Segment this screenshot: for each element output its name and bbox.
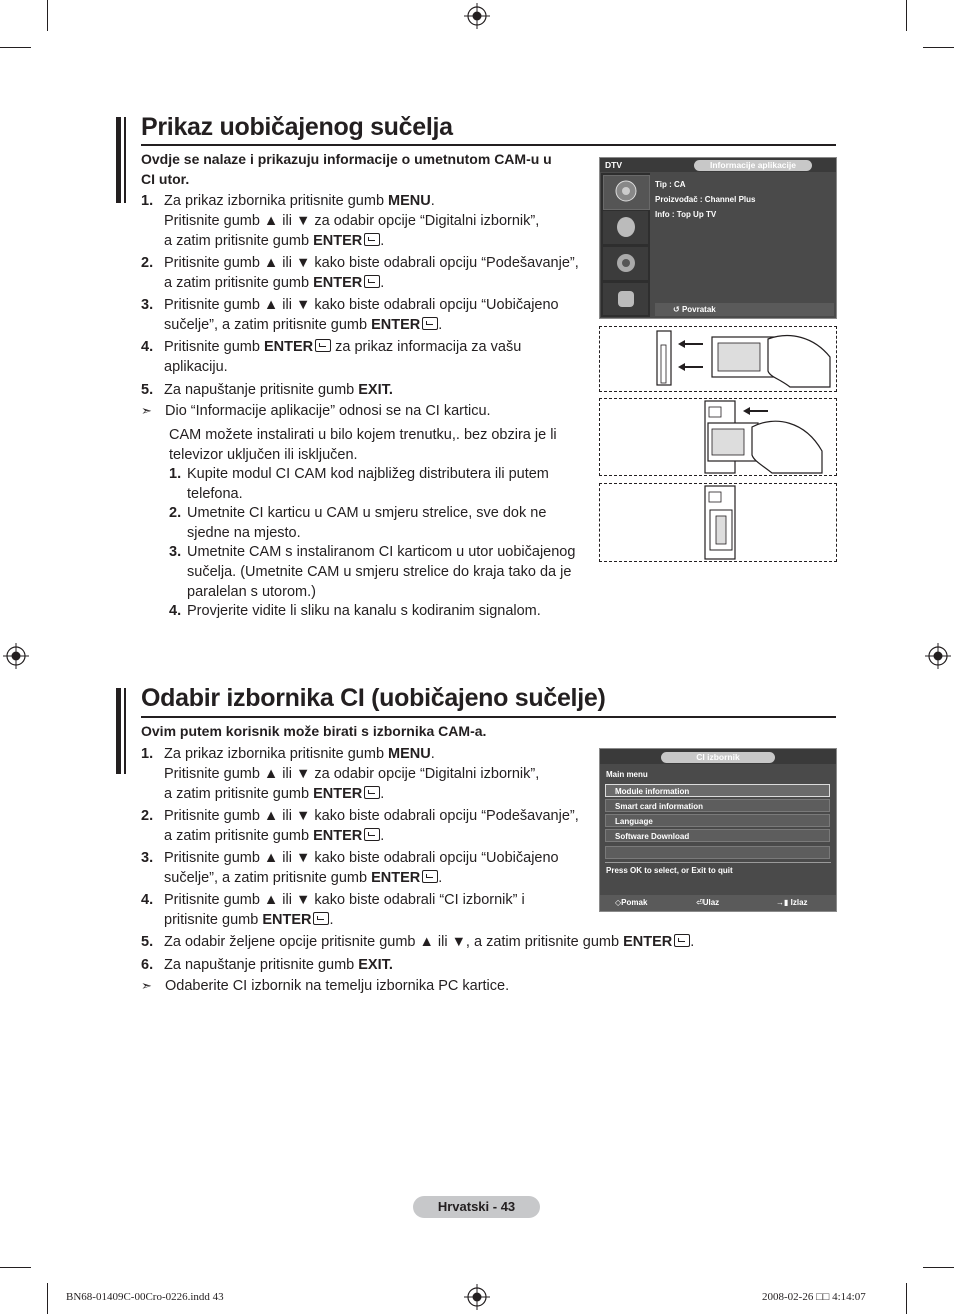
section-rule	[141, 716, 836, 718]
date-slug: 2008-02-26 □□ 4:14:07	[762, 1291, 866, 1303]
section-title: Prikaz uobičajenog sučelja	[141, 113, 453, 141]
gear-icon	[613, 250, 639, 276]
page-number-badge: Hrvatski - 43	[413, 1196, 540, 1218]
enter-icon	[315, 339, 331, 352]
section-bar	[116, 117, 121, 203]
instruction-step: 6. Za napuštanje pritisnite gumb EXIT.	[141, 957, 393, 973]
info-manufacturer: Proizvođač : Channel Plus	[655, 195, 756, 204]
menu-item-module-information[interactable]: Module information	[605, 784, 830, 797]
section-rule	[141, 144, 836, 146]
enter-icon	[364, 786, 380, 799]
instruction-step: 5. Za odabir željene opcije pritisnite gumb ▲ ili ▼, a zatim pritisnite gumb ENTER .	[141, 934, 695, 950]
crop-mark	[47, 1283, 48, 1314]
footer-move: ◇Pomak	[615, 898, 648, 907]
illustration-cam-inserted	[599, 483, 837, 562]
enter-icon	[422, 870, 438, 883]
substep: 3. Umetnite CAM s instaliranom CI karticom u utor uobičajenog sučelja. (Umetnite CAM u smjeru strelice do kraja tako da je paralelan s utorom.)	[169, 544, 576, 600]
section-intro: Ovdje se nalaze i prikazuju informacije o umetnutom CAM-u u CI utor.	[141, 151, 552, 187]
enter-icon	[364, 828, 380, 841]
osd-hint: Press OK to select, or Exit to quit	[606, 866, 733, 875]
crop-mark	[923, 1267, 954, 1268]
crop-mark	[906, 1283, 907, 1314]
cam-slot-illustration	[600, 399, 836, 475]
section-bar	[116, 688, 121, 774]
substep: 2. Umetnite CI karticu u CAM u smjeru strelice, sve dok ne sjedne na mjesto.	[169, 505, 547, 541]
menu-item-smart-card-information[interactable]: Smart card information	[605, 799, 830, 812]
footer-enter: ⏎Ulaz	[696, 898, 720, 907]
main-menu-label: Main menu	[606, 770, 648, 779]
osd-icon-column	[601, 173, 650, 317]
instruction-step: 1. Za prikaz izbornika pritisnite gumb MENU. Pritisnite gumb ▲ ili ▼ za odabir opcije “Digitalni izbornik”, a zatim pritisnite gumb ENTER .	[141, 746, 540, 802]
menu-item-empty	[605, 846, 830, 859]
note: ➣ Dio “Informacije aplikacije” odnosi se na CI karticu.	[141, 403, 491, 419]
section-bar	[124, 688, 126, 774]
substep: 4. Provjerite vidite li sliku na kanalu s kodiranim signalom.	[169, 603, 541, 619]
instruction-step: 3. Pritisnite gumb ▲ ili ▼ kako biste odabrali opciju “Uobičajeno sučelje”, a zatim pritisnite gumb ENTER .	[141, 850, 559, 886]
file-slug: BN68-01409C-00Cro-0226.indd 43	[66, 1291, 224, 1303]
tv-osd-ci-menu	[599, 748, 837, 912]
input-icon	[613, 286, 639, 312]
enter-icon	[364, 275, 380, 288]
info-type: Tip : CA	[655, 180, 686, 189]
instruction-step: 1. Za prikaz izbornika pritisnite gumb MENU. Pritisnite gumb ▲ ili ▼ za odabir opcije “Digitalni izbornik”, a zatim pritisnite gumb ENTER .	[141, 193, 540, 249]
osd-header: Informacije aplikacije	[694, 160, 812, 171]
instruction-step: 2. Pritisnite gumb ▲ ili ▼ kako biste odabrali opciju “Podešavanje”, a zatim pritisnite gumb ENTER .	[141, 255, 579, 291]
instruction-step: 4. Pritisnite gumb ENTER za prikaz informacija za vašu aplikaciju.	[141, 339, 522, 375]
registration-mark-icon	[925, 643, 951, 669]
enter-small-icon: ⏎	[696, 898, 703, 907]
section-intro: Ovim putem korisnik može birati s izbornika CAM-a.	[141, 723, 487, 739]
substep: 1. Kupite modul CI CAM kod najbližeg distributera ili putem telefona.	[169, 466, 549, 502]
note-arrow-icon: ➣	[141, 978, 152, 993]
enter-icon	[313, 912, 329, 925]
cam-inserted-illustration	[600, 484, 836, 561]
menu-item-language[interactable]: Language	[605, 814, 830, 827]
note-arrow-icon: ➣	[141, 403, 152, 418]
instruction-step: 4. Pritisnite gumb ▲ ili ▼ kako biste odabrali “CI izbornik” i pritisnite gumb ENTER .	[141, 892, 525, 928]
move-icon: ◇	[615, 898, 622, 907]
cam-card-illustration	[600, 327, 836, 391]
info-details: Info : Top Up TV	[655, 210, 717, 219]
instruction-step: 3. Pritisnite gumb ▲ ili ▼ kako biste odabrali opciju “Uobičajeno sučelje”, a zatim pritisnite gumb ENTER .	[141, 297, 559, 333]
note-paragraph: CAM možete instalirati u bilo kojem trenutku,. bez obzira je li televizor uključen ili isključen.	[169, 427, 557, 463]
registration-mark-icon	[3, 643, 29, 669]
instruction-step: 2. Pritisnite gumb ▲ ili ▼ kako biste odabrali opciju “Podešavanje”, a zatim pritisnite gumb ENTER .	[141, 808, 579, 844]
crop-mark	[906, 0, 907, 31]
menu-item-software-download[interactable]: Software Download	[605, 829, 830, 842]
dtv-tag: DTV	[605, 160, 622, 170]
satellite-icon	[613, 178, 639, 204]
tv-osd-application-info	[599, 157, 837, 319]
crop-mark	[0, 47, 31, 48]
enter-icon	[674, 934, 690, 947]
section-title: Odabir izbornika CI (uobičajeno sučelje)	[141, 684, 606, 712]
osd-header: CI izbornik	[661, 752, 775, 763]
enter-icon	[422, 317, 438, 330]
note: ➣ Odaberite CI izbornik na temelju izbornika PC kartice.	[141, 978, 510, 994]
registration-mark-icon	[464, 3, 490, 29]
exit-icon: →▮	[776, 898, 789, 907]
footer-exit: →▮ Izlaz	[776, 898, 808, 907]
picture-icon	[613, 214, 639, 240]
crop-mark	[0, 1267, 31, 1268]
registration-mark-icon	[464, 1284, 490, 1310]
instruction-step: 5. Za napuštanje pritisnite gumb EXIT.	[141, 382, 393, 398]
crop-mark	[923, 47, 954, 48]
enter-icon	[364, 233, 380, 246]
back-hint: ↺ Povratak	[673, 305, 716, 314]
return-icon: ↺	[673, 305, 680, 314]
section-bar	[124, 117, 126, 203]
illustration-insert-card	[599, 326, 837, 392]
crop-mark	[47, 0, 48, 31]
illustration-insert-cam	[599, 398, 837, 476]
